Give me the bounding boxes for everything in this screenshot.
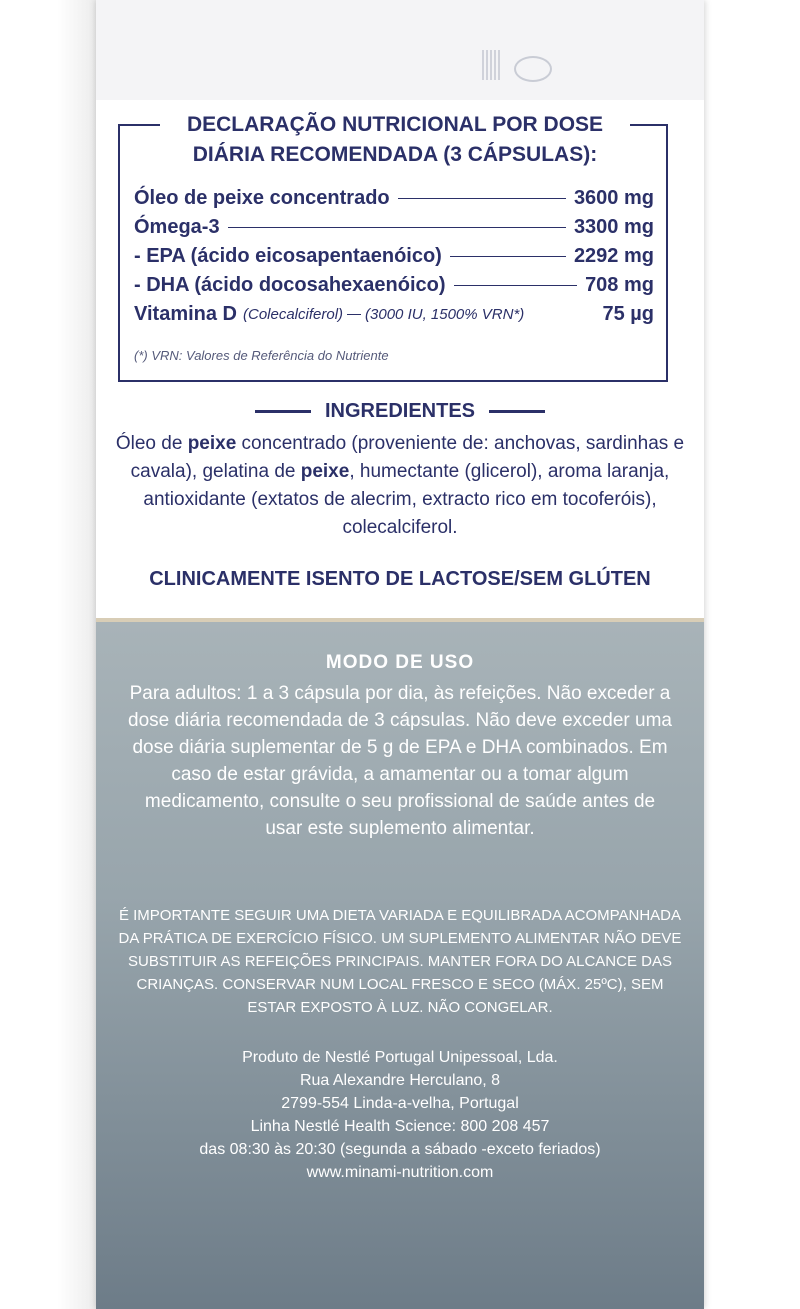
heading-dash	[255, 410, 311, 413]
nutrient-name: Ómega-3	[134, 216, 220, 238]
nutrition-row	[134, 213, 654, 242]
producer-line: 2799-554 Linda-a-velha, Portugal	[281, 1095, 519, 1112]
nutrient-value: 708 mg	[585, 274, 654, 296]
nutrition-title-line1: DECLARAÇÃO NUTRICIONAL POR DOSE	[186, 113, 604, 136]
vrn-footnote: (*) VRN: Valores de Referência do Nutriente	[134, 348, 389, 363]
nutrient-value: 2292 mg	[573, 245, 654, 267]
nutrient-value: 3300 mg	[573, 216, 654, 238]
top-fold-strip	[96, 0, 704, 100]
nutrient-name: Óleo de peixe concentrado	[134, 187, 390, 209]
allergen-fish: peixe	[300, 461, 350, 482]
leader-line	[228, 227, 566, 228]
nutrition-row-vitamin-d	[134, 300, 654, 329]
producer-line: Rua Alexandre Herculano, 8	[299, 1072, 501, 1089]
leader-line	[398, 198, 566, 199]
producer-line: Produto de Nestlé Portugal Unipessoal, Lda.	[242, 1049, 558, 1066]
nutrient-name: Vitamina D	[134, 303, 237, 325]
ingredients-heading-label: INGREDIENTES	[324, 399, 476, 422]
ingredients-part: , humectante (glicerol), aroma laranja, antioxidante (extatos de alecrim, extracto rico em tocoferóis), colecalciferol.	[143, 461, 670, 538]
box-side	[0, 0, 96, 1309]
ingredients-heading	[96, 396, 704, 426]
producer-line: Linha Nestlé Health Science: 800 208 457	[250, 1118, 550, 1135]
usage-section	[96, 622, 704, 1309]
nutrient-subname: (Colecalciferol)	[243, 306, 344, 323]
producer-line: das 08:30 às 20:30 (segunda a sábado -exceto feriados)	[199, 1141, 601, 1158]
nutrition-row	[134, 271, 654, 300]
nutrition-rows	[134, 184, 654, 329]
ingredients-text	[110, 430, 690, 542]
logo-oval-mark	[514, 56, 552, 82]
leader-line	[450, 256, 566, 257]
nutrition-title-line2: DIÁRIA RECOMENDADA (3 CÁPSULAS):	[192, 143, 598, 166]
heading-dash	[489, 410, 545, 413]
nutrient-detail: (3000 IU, 1500% VRN*)	[365, 306, 525, 323]
nutrition-row	[134, 242, 654, 271]
warning-text: É IMPORTANTE SEGUIR UMA DIETA VARIADA E EQUILIBRADA ACOMPANHADA DA PRÁTICA DE EXERCÍCIO FÍSICO. UM SUPLEMENTO ALIMENTAR NÃO DEVE SUBSTITUIR AS REFEIÇÕES PRINCIPAIS. MANTER FORA DO ALCANCE DAS CRIANÇAS. CONSERVAR NUM LOCAL FRESCO E SECO (MÁX. 25ºC), SEM ESTAR EXPOSTO À LUZ. NÃO CONGELAR.	[118, 907, 682, 1016]
usage-text: Para adultos: 1 a 3 cápsula por dia, às refeições. Não exceder a dose diária recomendada de 3 cápsulas. Não deve exceder uma dose diária suplementar de 5 g de EPA e DHA combinados. Em caso de estar grávida, a amamentar ou a tomar algum medicamento, consulte o seu profissional de saúde antes de usar este suplemento alimentar.	[128, 683, 672, 839]
ingredients-part: Óleo de	[115, 433, 188, 454]
nutrient-name: - DHA (ácido docosahexaenóico)	[134, 274, 446, 296]
leader-line	[347, 314, 361, 315]
nutrient-value: 3600 mg	[573, 187, 654, 209]
barcode-mark	[482, 50, 500, 80]
nutrient-value: 75 µg	[602, 303, 654, 325]
leader-line	[454, 285, 578, 286]
producer-info	[116, 1046, 684, 1184]
nutrition-row	[134, 184, 654, 213]
ingredients-part: concentrado (proveniente de: anchovas, sardinhas e cavala), gelatina de	[130, 433, 685, 482]
nutrient-name: - EPA (ácido eicosapentaenóico)	[134, 245, 442, 267]
package-back-panel	[96, 0, 704, 1309]
nutrition-title	[160, 110, 630, 170]
usage-title: MODO DE USO	[325, 652, 475, 673]
lactose-gluten-claim: CLINICAMENTE ISENTO DE LACTOSE/SEM GLÚTEN	[149, 568, 651, 590]
nutrition-declaration-box	[118, 113, 668, 382]
allergen-fish: peixe	[187, 433, 237, 454]
producer-website: www.minami-nutrition.com	[306, 1164, 494, 1181]
